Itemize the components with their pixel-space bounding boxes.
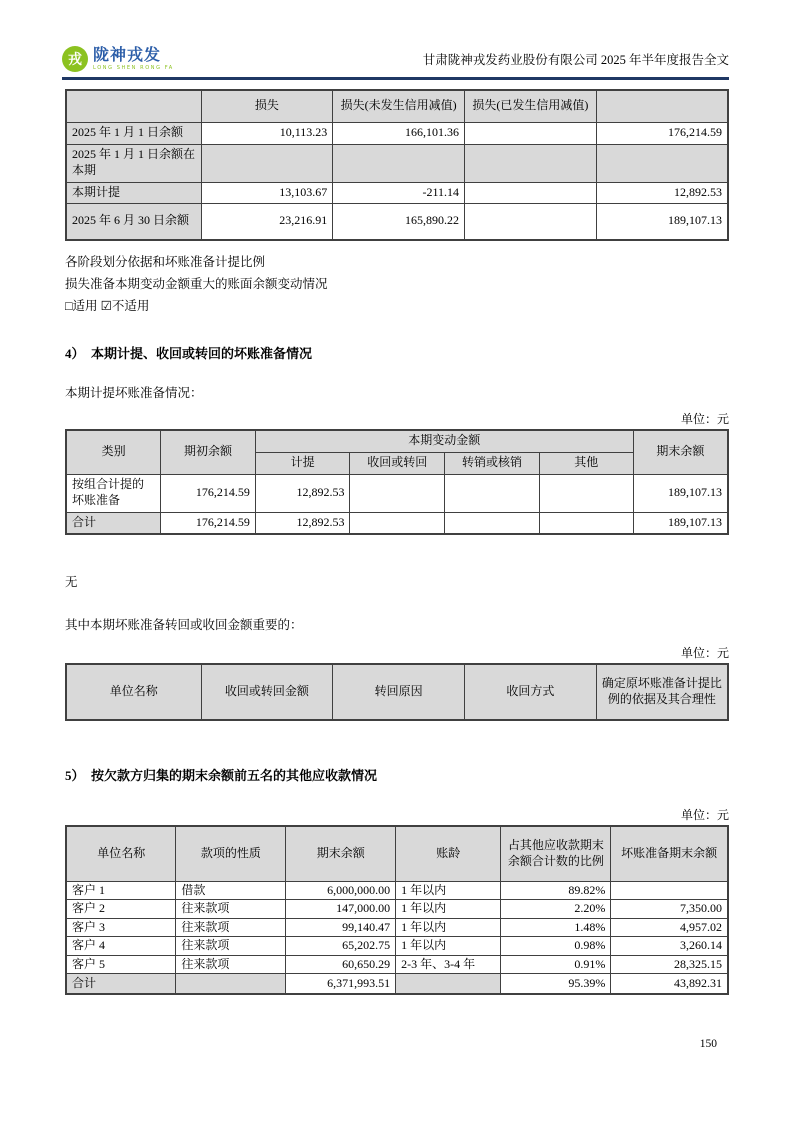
- logo-icon: 戎: [62, 46, 88, 72]
- header-cell: 款项的性质: [176, 826, 286, 881]
- header-cell: 账龄: [396, 826, 501, 881]
- header-cell: [596, 90, 728, 122]
- table-cell: [465, 182, 597, 203]
- table-cell: [611, 881, 728, 900]
- table-cell: [465, 122, 597, 144]
- row-label-cell: 2025 年 1 月 1 日余额: [66, 122, 201, 144]
- table-cell: 1.48%: [501, 918, 611, 937]
- header-cell: 其他: [539, 452, 633, 474]
- table-cell: 189,107.13: [633, 512, 728, 534]
- section4-intro: 本期计提坏账准备情况：: [65, 386, 203, 400]
- table-cell: 0.98%: [501, 937, 611, 956]
- table-cell: 0.91%: [501, 955, 611, 974]
- table-cell: [201, 144, 333, 182]
- table-cell: 166,101.36: [333, 122, 465, 144]
- table-cell: [596, 144, 728, 182]
- table-cell: [350, 474, 445, 512]
- unit-label: 单位：元: [680, 412, 729, 426]
- table-cell: 23,216.91: [201, 203, 333, 240]
- table-cell: 往来款项: [176, 918, 286, 937]
- table-row: [66, 900, 728, 919]
- header-cell: 单位名称: [66, 664, 201, 720]
- table-cell: 1 年以内: [396, 937, 501, 956]
- table-header-row: [66, 430, 728, 452]
- section5-heading: 5） 按欠款方归集的期末余额前五名的其他应收款情况: [65, 768, 378, 783]
- table-cell: 1 年以内: [396, 881, 501, 900]
- table-cell: 往来款项: [176, 937, 286, 956]
- table-row: [66, 122, 728, 144]
- table-cell: 65,202.75: [286, 937, 396, 956]
- table-cell: 4,957.02: [611, 918, 728, 937]
- table-row: [66, 955, 728, 974]
- table-cell: 12,892.53: [596, 182, 728, 203]
- header-cell: 损失(已发生信用减值): [465, 90, 597, 122]
- provision-change-table: [65, 429, 729, 535]
- header-cell: 期末余额: [633, 430, 728, 474]
- section4-heading: 4） 本期计提、收回或转回的坏账准备情况: [65, 346, 313, 361]
- row-label-cell: 客户 4: [66, 937, 176, 956]
- top5-receivables-table: [65, 825, 729, 995]
- table-cell: 43,892.31: [611, 974, 728, 994]
- table-cell: 165,890.22: [333, 203, 465, 240]
- header-cell: 收回或转回: [350, 452, 445, 474]
- unit-label: 单位：元: [680, 808, 729, 822]
- table-cell: 往来款项: [176, 955, 286, 974]
- page-number: 150: [699, 1038, 717, 1050]
- table-cell: 2.20%: [501, 900, 611, 919]
- table-cell: 7,350.00: [611, 900, 728, 919]
- row-label-cell: 合计: [66, 512, 161, 534]
- table-cell: [350, 512, 445, 534]
- none-text: 无: [65, 575, 78, 589]
- row-label-cell: 客户 1: [66, 881, 176, 900]
- header-cell: 计提: [255, 452, 350, 474]
- table-total-row: [66, 974, 728, 994]
- table-cell: 89.82%: [501, 881, 611, 900]
- table-cell: 1 年以内: [396, 900, 501, 919]
- header-cell: 转销或核销: [445, 452, 540, 474]
- unit-label: 单位：元: [680, 646, 729, 660]
- header-cell: 占其他应收款期末余额合计数的比例: [501, 826, 611, 881]
- table-header-row: [66, 826, 728, 881]
- table-cell: 189,107.13: [633, 474, 728, 512]
- table-row: [66, 881, 728, 900]
- table-cell: 176,214.59: [161, 512, 256, 534]
- note-change: 损失准备本期变动金额重大的账面余额变动情况: [65, 277, 328, 291]
- table-cell: [333, 144, 465, 182]
- table-header-row: [66, 90, 728, 122]
- row-label-cell: 2025 年 1 月 1 日余额在本期: [66, 144, 201, 182]
- page-content: [65, 89, 729, 995]
- table-cell: 12,892.53: [255, 474, 350, 512]
- table-total-row: [66, 512, 728, 534]
- document-header: [62, 0, 729, 80]
- table-cell: 往来款项: [176, 900, 286, 919]
- table-cell: 12,892.53: [255, 512, 350, 534]
- logo-text: [93, 48, 174, 71]
- row-label-cell: 客户 2: [66, 900, 176, 919]
- header-cell: 损失(未发生信用减值): [333, 90, 465, 122]
- table-cell: 1 年以内: [396, 918, 501, 937]
- header-cell: 收回或转回金额: [201, 664, 333, 720]
- header-cell: 转回原因: [333, 664, 465, 720]
- table-cell: 3,260.14: [611, 937, 728, 956]
- header-cell: 单位名称: [66, 826, 176, 881]
- row-label-cell: 客户 3: [66, 918, 176, 937]
- table-cell: 60,650.29: [286, 955, 396, 974]
- row-label-cell: 2025 年 6 月 30 日余额: [66, 203, 201, 240]
- table-cell: 176,214.59: [161, 474, 256, 512]
- notes-block: [65, 251, 729, 317]
- table-cell: [539, 474, 633, 512]
- row-label-cell: 合计: [66, 974, 176, 994]
- logo-cn-text: 陇神戎发: [93, 46, 162, 64]
- table-cell: 13,103.67: [201, 182, 333, 203]
- header-cell: 期末余额: [286, 826, 396, 881]
- table-cell: 176,214.59: [596, 122, 728, 144]
- table-row: [66, 182, 728, 203]
- recovery-table: [65, 663, 729, 721]
- table-cell: [539, 512, 633, 534]
- note-basis: 各阶段划分依据和坏账准备计提比例: [65, 255, 266, 269]
- table-cell: 6,371,993.51: [286, 974, 396, 994]
- header-cell: 类别: [66, 430, 161, 474]
- table-cell: 借款: [176, 881, 286, 900]
- credit-loss-stage-table: [65, 89, 729, 241]
- header-cell: [66, 90, 201, 122]
- table-cell: [465, 144, 597, 182]
- table-cell: [176, 974, 286, 994]
- table-cell: [445, 512, 540, 534]
- table-cell: -211.14: [333, 182, 465, 203]
- table-cell: [396, 974, 501, 994]
- header-cell: 确定原坏账准备计提比例的依据及其合理性: [596, 664, 728, 720]
- report-title: 甘肃陇神戎发药业股份有限公司 2025 年半年度报告全文: [422, 53, 729, 67]
- header-cell: 本期变动金额: [255, 430, 633, 452]
- row-label-cell: 按组合计提的坏账准备: [66, 474, 161, 512]
- table-row: [66, 918, 728, 937]
- table-cell: [465, 203, 597, 240]
- header-cell: 坏账准备期末余额: [611, 826, 728, 881]
- row-label-cell: 本期计提: [66, 182, 201, 203]
- row-label-cell: 客户 5: [66, 955, 176, 974]
- table-cell: 99,140.47: [286, 918, 396, 937]
- table-header-row: [66, 664, 728, 720]
- table-cell: 6,000,000.00: [286, 881, 396, 900]
- table-cell: 2-3 年、3-4 年: [396, 955, 501, 974]
- table-cell: 10,113.23: [201, 122, 333, 144]
- table-row: [66, 937, 728, 956]
- logo-en-text: LONG SHEN RONG FA: [93, 64, 174, 71]
- recovery-intro: 其中本期坏账准备转回或收回金额重要的：: [65, 618, 303, 632]
- table-row: [66, 203, 728, 240]
- table-row: [66, 144, 728, 182]
- header-cell: 收回方式: [465, 664, 597, 720]
- table-cell: 189,107.13: [596, 203, 728, 240]
- header-cell: 损失: [201, 90, 333, 122]
- table-cell: [445, 474, 540, 512]
- table-row: [66, 474, 728, 512]
- table-cell: 28,325.15: [611, 955, 728, 974]
- note-applicable: □适用 ☑不适用: [65, 299, 150, 313]
- table-cell: 147,000.00: [286, 900, 396, 919]
- header-cell: 期初余额: [161, 430, 256, 474]
- table-cell: 95.39%: [501, 974, 611, 994]
- company-logo: [62, 46, 174, 72]
